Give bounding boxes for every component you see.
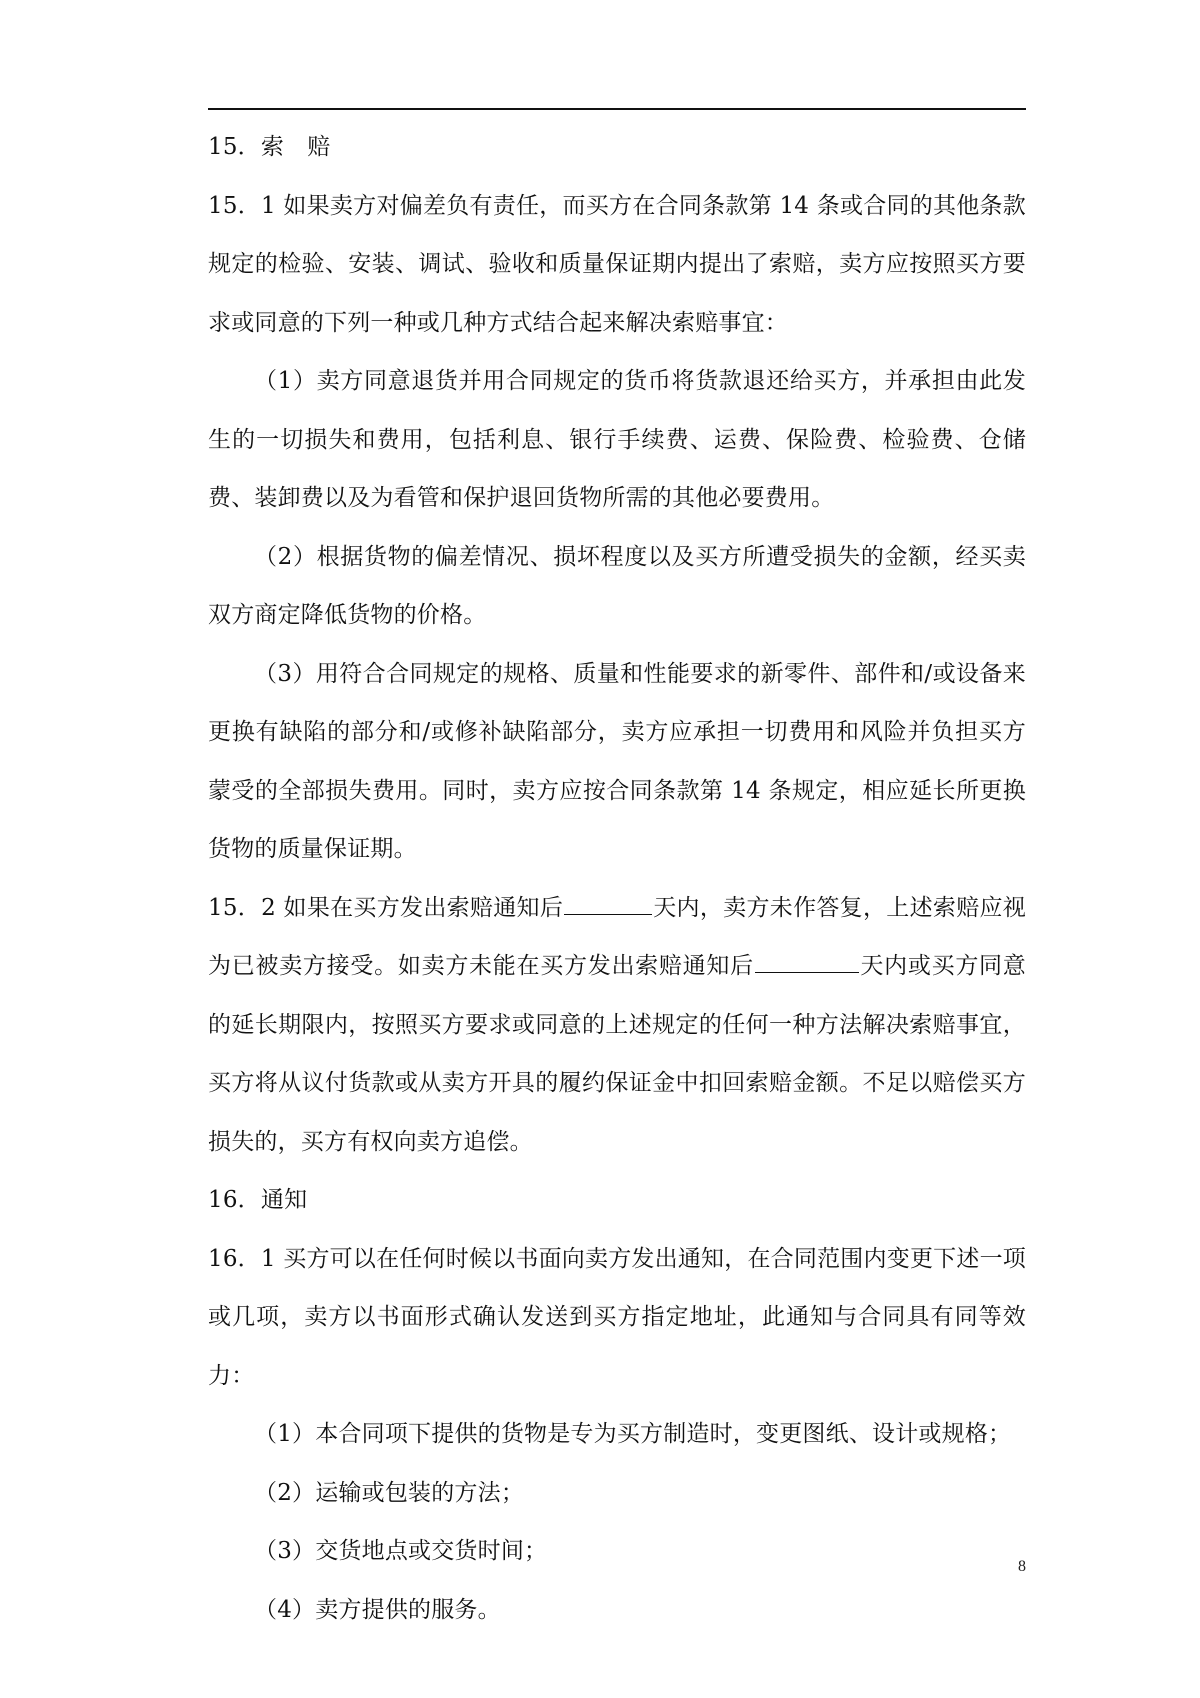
clause-15-1: 15．1 如果卖方对偏差负有责任，而买方在合同条款第 14 条或合同的其他条款规定的检验、安装、调试、验收和质量保证期内提出了索赔，卖方应按照买方要求或同意的下列一种或几种方式结合起来解决索赔事宜：	[208, 192, 1026, 336]
clause-15-1-item-3: （3）用符合合同规定的规格、质量和性能要求的新零件、部件和/或设备来更换有缺陷的部分和/或修补缺陷部分，卖方应承担一切费用和风险并负担买方蒙受的全部损失费用。同时，卖方应按合同条款第 14 条规定，相应延长所更换货物的质量保证期。	[208, 660, 1026, 862]
clause-16-1-item-2: （2）运输或包装的方法；	[254, 1479, 525, 1506]
document-body	[208, 118, 1026, 1639]
clause-15-1-item-1: （1）卖方同意退货并用合同规定的货币将货款退还给买方，并承担由此发生的一切损失和费用，包括利息、银行手续费、运费、保险费、检验费、仓储费、装卸费以及为看管和保护退回货物所需的其他必要费用。	[208, 368, 1026, 511]
clause-16-1: 16．1 买方可以在任何时候以书面向卖方发出通知，在合同范围内变更下述一项或几项，卖方以书面形式确认发送到买方指定地址，此通知与合同具有同等效力：	[208, 1245, 1026, 1389]
clause-16-1-item-1: （1）本合同项下提供的货物是专为买方制造时，变更图纸、设计或规格；	[254, 1421, 1012, 1447]
page-number: 8	[1018, 1558, 1026, 1575]
clause-15-1-item-2: （2）根据货物的偏差情况、损坏程度以及买方所遭受损失的金额，经买卖双方商定降低货物的价格。	[208, 543, 1026, 628]
clause-16-1-item-3: （3）交货地点或交货时间；	[254, 1538, 548, 1564]
days-blank-2	[755, 948, 859, 973]
clause-15-2-text-3: 天内或买方同意的延长期限内，按照买方要求或同意的上述规定的任何一种方法解决索赔事宜，买方将从议付货款或从卖方开具的履约保证金中扣回索赔金额。不足以赔偿买方损失的，买方有权向卖方追偿。	[208, 953, 1026, 1155]
section-15-heading: 15．索 赔	[208, 134, 331, 160]
days-blank-1	[564, 889, 652, 914]
clause-15-2-text-2: 天内，卖方未作答复，上述索赔应视为已被卖方接受。如卖方未能在买方发出索赔通知后	[208, 894, 1026, 979]
section-16-heading: 16．通知	[208, 1187, 308, 1213]
clause-16-1-item-4: （4）卖方提供的服务。	[254, 1596, 501, 1623]
clause-15-2-text-1: 15．2 如果在买方发出索赔通知后	[208, 894, 564, 921]
header-rule	[208, 108, 1026, 110]
clause-15-2	[208, 879, 1026, 1172]
